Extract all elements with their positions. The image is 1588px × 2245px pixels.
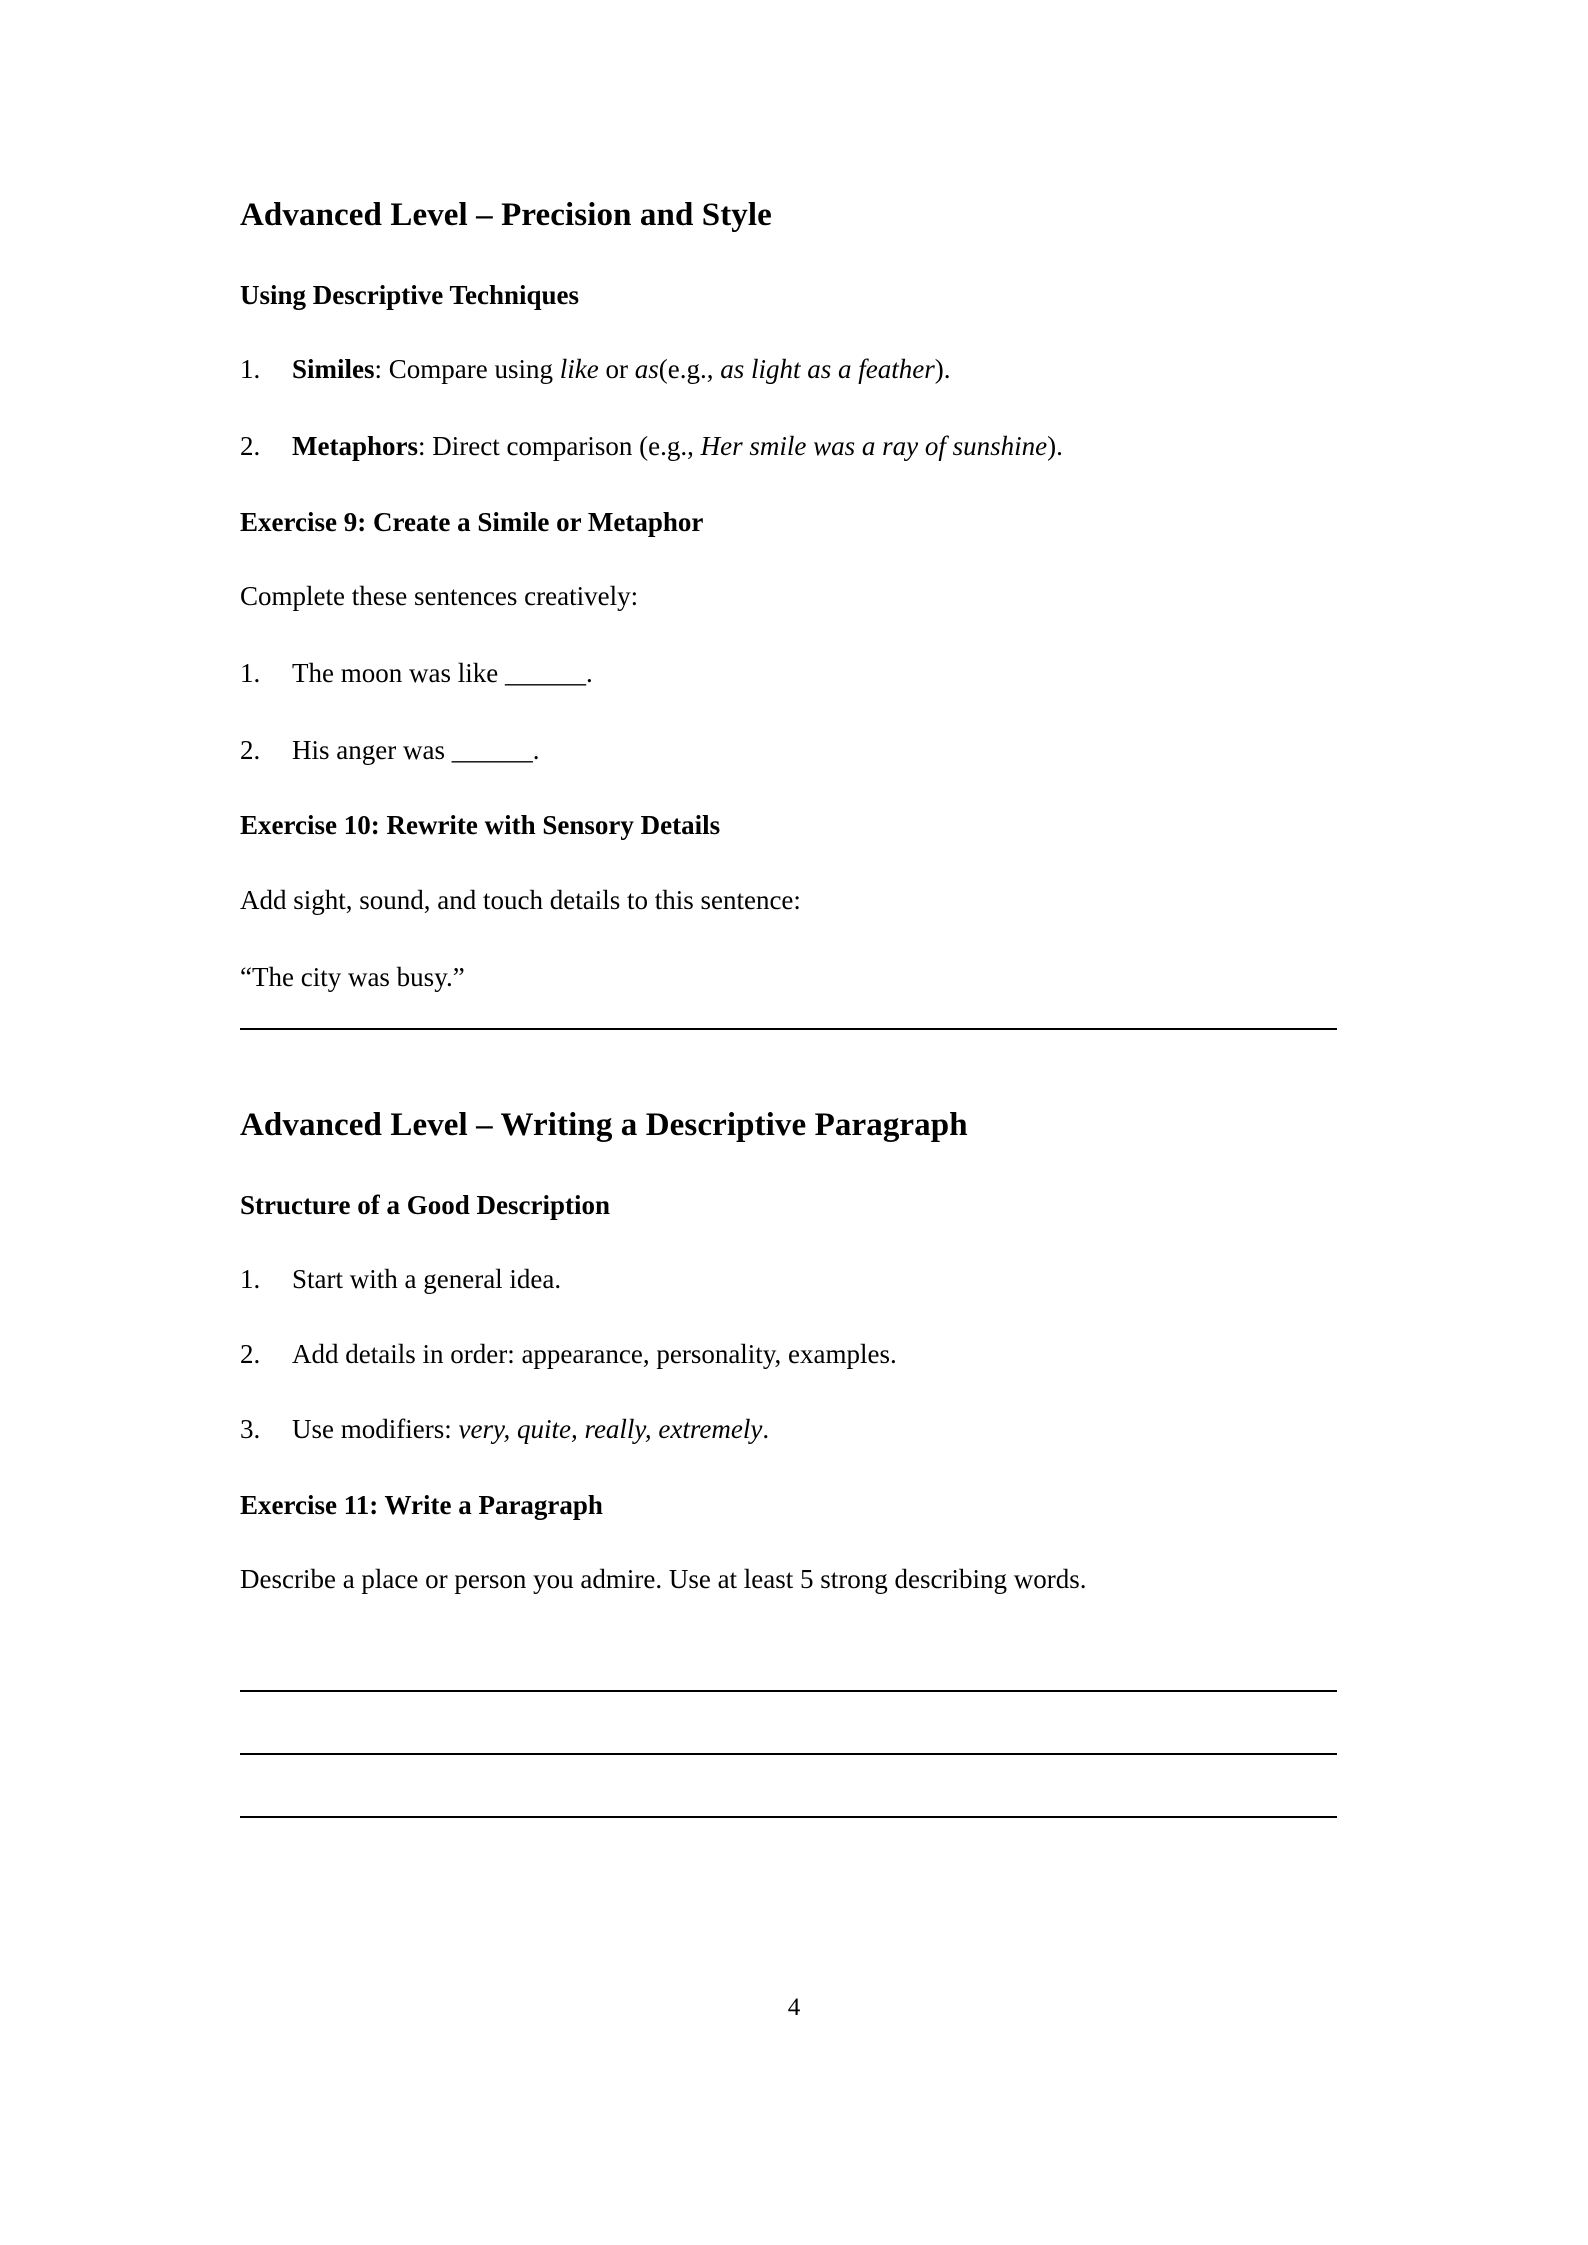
example-paren-open: (e.g.,: [658, 354, 721, 385]
sentence-suffix: .: [585, 657, 593, 688]
italic-like: like: [559, 354, 599, 385]
section-two-title: Advanced Level – Writing a Descriptive Paragraph: [240, 1107, 968, 1143]
exercise-11-heading: Exercise 11: Write a Paragraph: [240, 1489, 603, 1520]
subheading-structure-of-good-description: Structure of a Good Description: [240, 1189, 610, 1220]
technique-conjunction: or: [598, 354, 635, 385]
italic-as: as: [634, 354, 659, 385]
sentence-prefix: His anger was: [292, 734, 452, 765]
list-item: [240, 734, 1348, 768]
list-item: [240, 430, 1348, 464]
exercise-10-quote: “The city was busy.”: [240, 961, 465, 992]
structure-text: Use modifiers:: [292, 1413, 459, 1444]
answer-writing-lines[interactable]: [240, 1690, 1337, 1818]
fill-in-blank[interactable]: ______: [504, 657, 586, 688]
section-precision-and-style: [240, 196, 1348, 994]
sentence-suffix: .: [532, 734, 540, 765]
answer-line[interactable]: [240, 1816, 1337, 1818]
list-item: [240, 1263, 1348, 1297]
example-paren-close: ).: [934, 354, 951, 385]
technique-text: : Direct comparison (e.g.,: [417, 431, 701, 462]
exercise-10-instruction: Add sight, sound, and touch details to this sentence:: [240, 884, 801, 915]
answer-line[interactable]: [240, 1753, 1337, 1755]
subheading-using-descriptive-techniques: Using Descriptive Techniques: [240, 279, 580, 310]
list-item: [240, 1338, 1348, 1372]
exercise-10-heading: Exercise 10: Rewrite with Sensory Details: [240, 810, 721, 841]
structure-list: [240, 1263, 1348, 1446]
fill-in-blank[interactable]: ______: [451, 734, 533, 765]
structure-tail: .: [762, 1413, 770, 1444]
italic-modifiers: very, quite, really, extremely: [458, 1413, 763, 1444]
descriptive-techniques-list: [240, 353, 1348, 464]
italic-metaphor-example: Her smile was a ray of sunshine: [700, 431, 1048, 462]
technique-text: : Compare using: [374, 354, 560, 385]
exercise-9-heading: Exercise 9: Create a Simile or Metaphor: [240, 506, 704, 537]
list-item: [240, 657, 1348, 691]
exercise-9-instruction: Complete these sentences creatively:: [240, 581, 639, 612]
structure-text: Add details in order: appearance, personality, examples.: [292, 1339, 897, 1370]
section-divider: [240, 1028, 1337, 1030]
list-item: [240, 1413, 1348, 1447]
list-item: [240, 353, 1348, 387]
example-paren-close: ).: [1047, 431, 1063, 462]
exercise-11-instruction: Describe a place or person you admire. Use at least 5 strong describing words.: [240, 1563, 1087, 1594]
page-number: 4: [787, 1994, 801, 2021]
italic-simile-example: as light as a feather: [720, 354, 935, 385]
exercise-9-items: [240, 657, 1348, 768]
sentence-prefix: The moon was like: [292, 657, 505, 688]
section-writing-descriptive-paragraph: [240, 1106, 1348, 1597]
page-title: Advanced Level – Precision and Style: [240, 197, 772, 233]
answer-line[interactable]: [240, 1690, 1337, 1692]
technique-term-metaphors: Metaphors: [292, 431, 418, 462]
structure-text: Start with a general idea.: [292, 1264, 562, 1295]
technique-term-similes: Similes: [292, 354, 375, 385]
